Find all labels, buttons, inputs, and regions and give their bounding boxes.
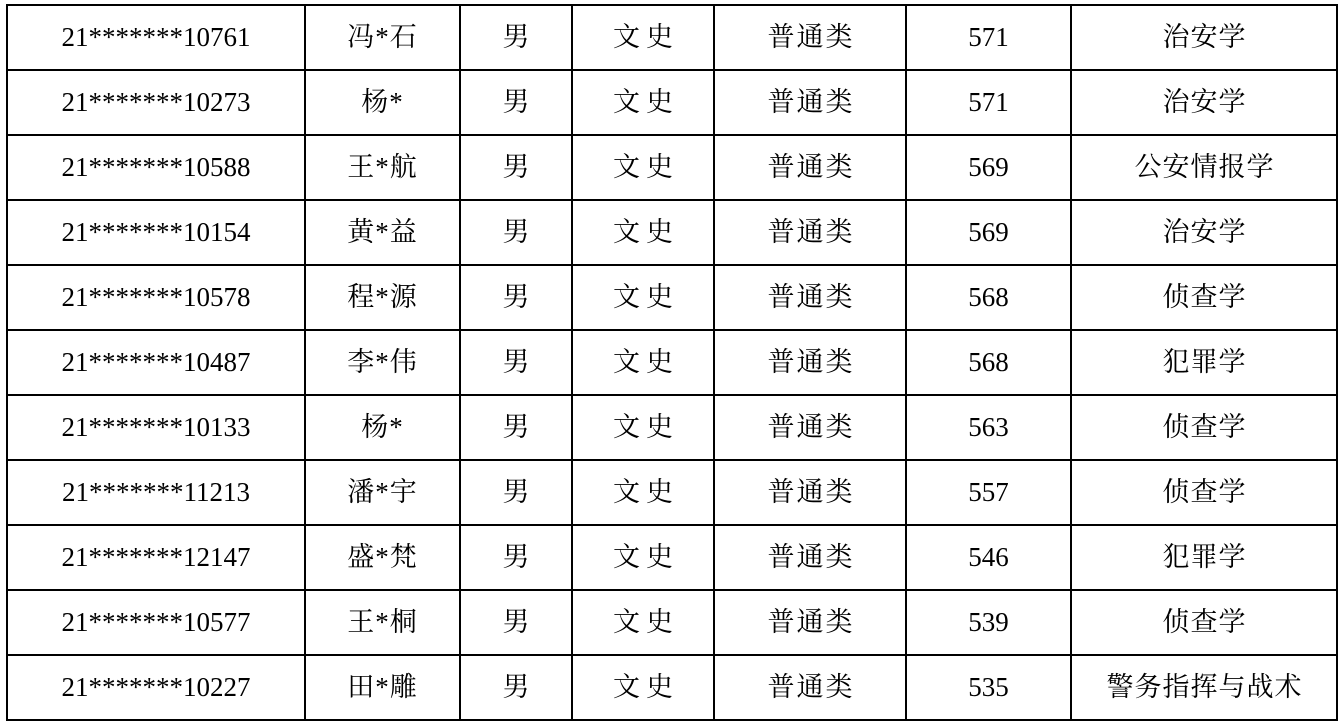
cell-candidate-id: 21*******10133 [7, 395, 305, 460]
cell-major: 犯罪学 [1071, 525, 1337, 590]
cell-candidate-id: 21*******10487 [7, 330, 305, 395]
cell-candidate-id: 21*******12147 [7, 525, 305, 590]
table-row [7, 525, 1337, 590]
cell-category: 普通类 [714, 70, 906, 135]
cell-name: 王*桐 [305, 590, 460, 655]
table-row [7, 265, 1337, 330]
cell-subject: 文史 [572, 265, 714, 330]
cell-score: 571 [906, 70, 1071, 135]
cell-subject: 文史 [572, 655, 714, 720]
cell-category: 普通类 [714, 5, 906, 70]
cell-gender: 男 [460, 590, 572, 655]
cell-candidate-id: 21*******11213 [7, 460, 305, 525]
cell-score: 557 [906, 460, 1071, 525]
cell-category: 普通类 [714, 330, 906, 395]
cell-gender: 男 [460, 395, 572, 460]
cell-candidate-id: 21*******10154 [7, 200, 305, 265]
table-row [7, 200, 1337, 265]
cell-score: 539 [906, 590, 1071, 655]
cell-score: 563 [906, 395, 1071, 460]
cell-candidate-id: 21*******10761 [7, 5, 305, 70]
cell-gender: 男 [460, 460, 572, 525]
cell-major: 警务指挥与战术 [1071, 655, 1337, 720]
cell-candidate-id: 21*******10273 [7, 70, 305, 135]
cell-gender: 男 [460, 135, 572, 200]
cell-category: 普通类 [714, 655, 906, 720]
cell-gender: 男 [460, 655, 572, 720]
cell-major: 犯罪学 [1071, 330, 1337, 395]
cell-name: 李*伟 [305, 330, 460, 395]
cell-category: 普通类 [714, 265, 906, 330]
cell-major: 侦查学 [1071, 265, 1337, 330]
cell-subject: 文史 [572, 135, 714, 200]
cell-category: 普通类 [714, 395, 906, 460]
table-row [7, 330, 1337, 395]
cell-major: 侦查学 [1071, 590, 1337, 655]
cell-gender: 男 [460, 70, 572, 135]
cell-name: 潘*宇 [305, 460, 460, 525]
document-page [0, 4, 1340, 720]
cell-score: 568 [906, 265, 1071, 330]
admission-results-table [6, 4, 1338, 721]
cell-major: 治安学 [1071, 70, 1337, 135]
table-row [7, 70, 1337, 135]
cell-score: 546 [906, 525, 1071, 590]
cell-category: 普通类 [714, 525, 906, 590]
cell-subject: 文史 [572, 330, 714, 395]
cell-name: 杨* [305, 70, 460, 135]
cell-score: 568 [906, 330, 1071, 395]
cell-category: 普通类 [714, 590, 906, 655]
cell-name: 田*雕 [305, 655, 460, 720]
table-row [7, 5, 1337, 70]
cell-candidate-id: 21*******10578 [7, 265, 305, 330]
cell-subject: 文史 [572, 460, 714, 525]
table-body [7, 5, 1337, 720]
cell-name: 盛*梵 [305, 525, 460, 590]
cell-name: 黄*益 [305, 200, 460, 265]
cell-score: 569 [906, 200, 1071, 265]
cell-gender: 男 [460, 330, 572, 395]
cell-gender: 男 [460, 5, 572, 70]
cell-category: 普通类 [714, 200, 906, 265]
cell-candidate-id: 21*******10227 [7, 655, 305, 720]
cell-category: 普通类 [714, 460, 906, 525]
cell-subject: 文史 [572, 590, 714, 655]
cell-subject: 文史 [572, 70, 714, 135]
cell-name: 程*源 [305, 265, 460, 330]
cell-gender: 男 [460, 200, 572, 265]
cell-major: 治安学 [1071, 200, 1337, 265]
cell-score: 571 [906, 5, 1071, 70]
table-row [7, 655, 1337, 720]
cell-score: 535 [906, 655, 1071, 720]
cell-subject: 文史 [572, 200, 714, 265]
cell-subject: 文史 [572, 395, 714, 460]
cell-subject: 文史 [572, 525, 714, 590]
cell-category: 普通类 [714, 135, 906, 200]
cell-subject: 文史 [572, 5, 714, 70]
cell-name: 杨* [305, 395, 460, 460]
table-row [7, 395, 1337, 460]
cell-major: 治安学 [1071, 5, 1337, 70]
cell-candidate-id: 21*******10577 [7, 590, 305, 655]
cell-major: 侦查学 [1071, 460, 1337, 525]
cell-candidate-id: 21*******10588 [7, 135, 305, 200]
cell-name: 王*航 [305, 135, 460, 200]
cell-major: 公安情报学 [1071, 135, 1337, 200]
cell-gender: 男 [460, 525, 572, 590]
cell-major: 侦查学 [1071, 395, 1337, 460]
table-row [7, 590, 1337, 655]
table-row [7, 135, 1337, 200]
cell-score: 569 [906, 135, 1071, 200]
cell-name: 冯*石 [305, 5, 460, 70]
table-row [7, 460, 1337, 525]
cell-gender: 男 [460, 265, 572, 330]
